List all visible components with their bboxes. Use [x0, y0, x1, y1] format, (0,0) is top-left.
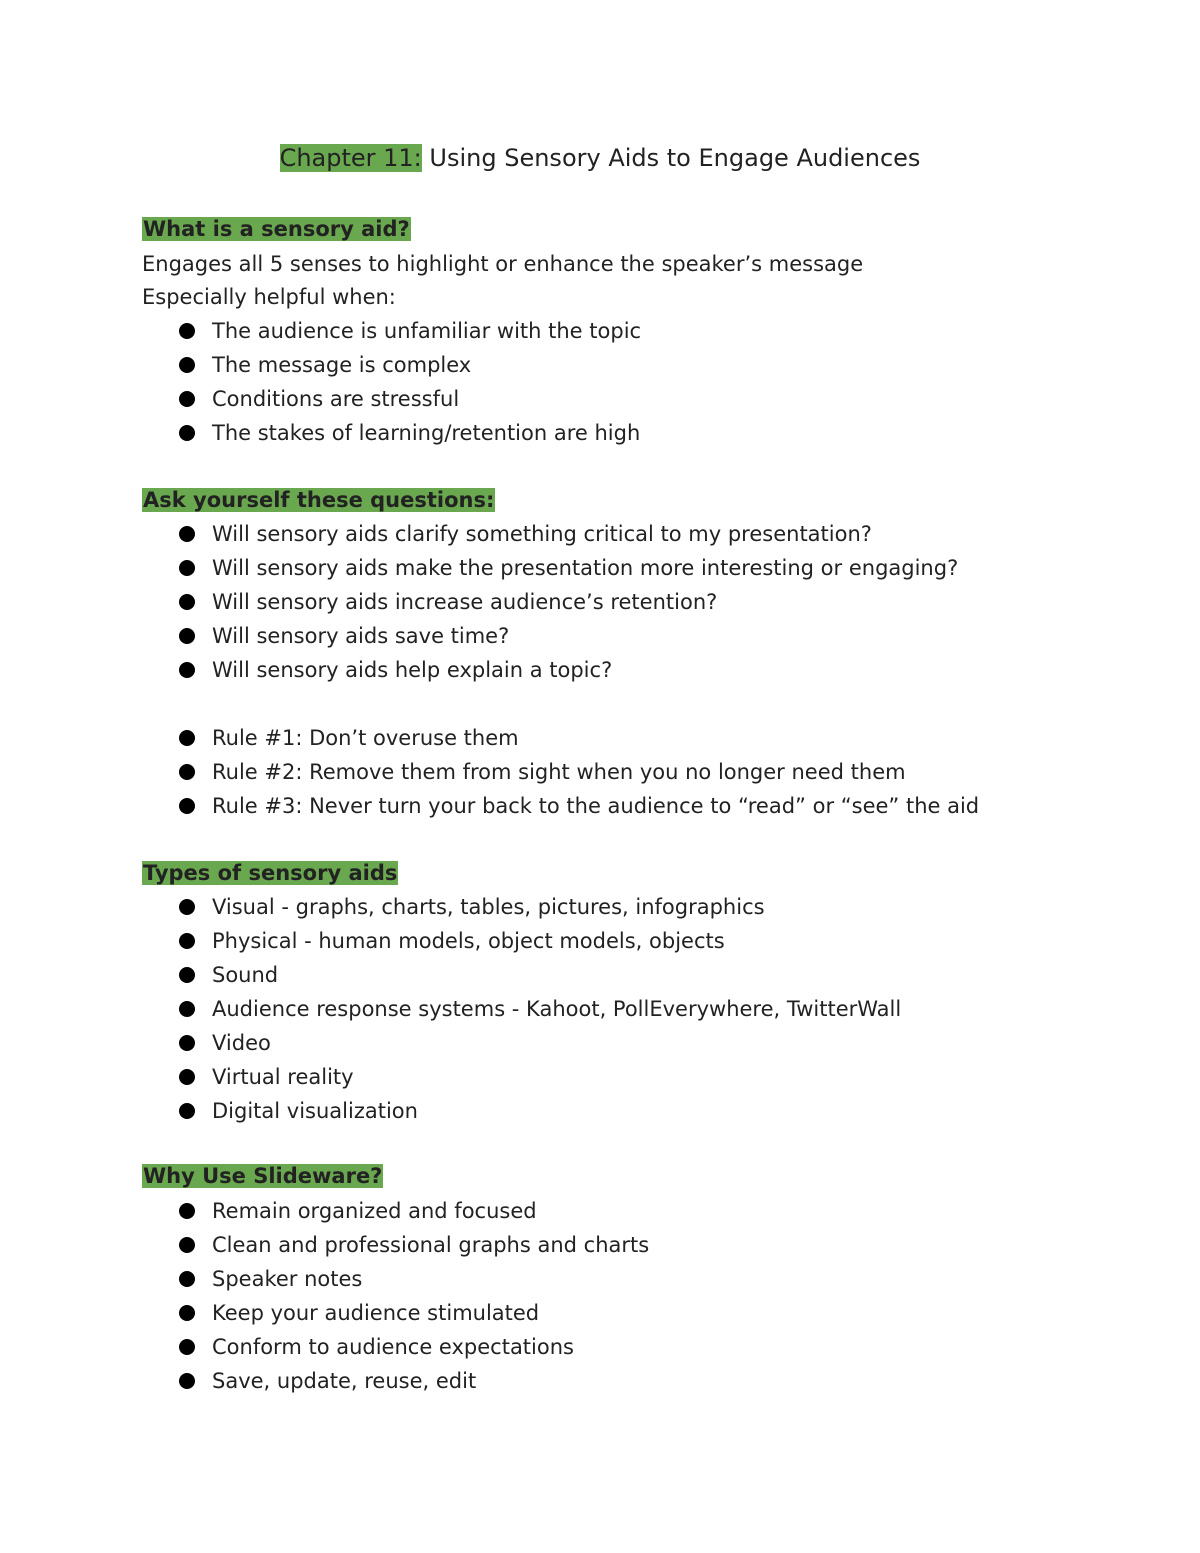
- bullet-icon: [179, 1373, 195, 1389]
- list-item: [0, 1228, 649, 1262]
- bullet-icon: [179, 798, 195, 814]
- bullet-icon: [179, 1339, 195, 1355]
- list-item: [0, 789, 979, 823]
- list-item: [0, 517, 958, 551]
- bullet-icon: [179, 1305, 195, 1321]
- bullet-icon: [179, 899, 195, 915]
- list-item-text: Digital visualization: [212, 1099, 418, 1123]
- list-item-text: Rule #1: Don’t overuse them: [212, 726, 519, 750]
- list-item-text: Clean and professional graphs and charts: [212, 1233, 650, 1257]
- rules-list: [0, 721, 979, 823]
- bullet-icon: [179, 560, 195, 576]
- list-item: [0, 1094, 901, 1128]
- list-item-text: Keep your audience stimulated: [212, 1301, 540, 1325]
- bullet-icon: [179, 391, 195, 407]
- list-item-text: Video: [212, 1031, 271, 1055]
- list-item-text: The stakes of learning/retention are high: [212, 421, 641, 445]
- title-rest: Using Sensory Aids to Engage Audiences: [421, 144, 921, 172]
- section-heading-ask-text: Ask yourself these questions:: [143, 488, 495, 512]
- bullet-icon: [179, 628, 195, 644]
- list-item: [0, 1262, 649, 1296]
- list-item: [0, 958, 901, 992]
- types-list: [0, 890, 901, 1128]
- bullet-icon: [179, 764, 195, 780]
- list-item-text: Rule #3: Never turn your back to the audience to “read” or “see” the aid: [212, 794, 980, 818]
- bullet-icon: [179, 1103, 195, 1119]
- list-item-text: Will sensory aids help explain a topic?: [212, 658, 613, 682]
- list-item-text: Will sensory aids clarify something critical to my presentation?: [212, 522, 872, 546]
- list-item-text: Rule #2: Remove them from sight when you no longer need them: [212, 760, 906, 784]
- bullet-icon: [179, 1271, 195, 1287]
- list-item: [0, 924, 901, 958]
- list-item-text: Speaker notes: [212, 1267, 363, 1291]
- bullet-icon: [179, 967, 195, 983]
- bullet-icon: [179, 662, 195, 678]
- list-item-text: Will sensory aids make the presentation more interesting or engaging?: [212, 556, 959, 580]
- list-item-text: Save, update, reuse, edit: [212, 1369, 477, 1393]
- why-list: [0, 1194, 649, 1398]
- list-item-text: Conform to audience expectations: [212, 1335, 574, 1359]
- bullet-icon: [179, 1001, 195, 1017]
- bullet-icon: [179, 1035, 195, 1051]
- what-line-1: Engages all 5 senses to highlight or enhance the speaker’s message: [142, 252, 864, 276]
- list-item-text: Sound: [212, 963, 279, 987]
- list-item: [0, 992, 901, 1026]
- section-heading-types: [142, 858, 398, 888]
- list-item-text: Will sensory aids save time?: [212, 624, 510, 648]
- list-item: [0, 1060, 901, 1094]
- list-item: [0, 382, 641, 416]
- bullet-icon: [179, 425, 195, 441]
- section-heading-types-text: Types of sensory aids: [143, 861, 398, 885]
- list-item: [0, 585, 958, 619]
- list-item: [0, 348, 641, 382]
- bullet-icon: [179, 1237, 195, 1253]
- what-line-2: Especially helpful when:: [142, 285, 396, 309]
- bullet-icon: [179, 594, 195, 610]
- list-item: [0, 551, 958, 585]
- list-item-text: The audience is unfamiliar with the topic: [212, 319, 642, 343]
- list-item-text: Audience response systems - Kahoot, PollEverywhere, TwitterWall: [212, 997, 902, 1021]
- list-item: [0, 1296, 649, 1330]
- ask-list: [0, 517, 958, 687]
- list-item: [0, 1364, 649, 1398]
- list-item: [0, 1026, 901, 1060]
- list-item-text: Virtual reality: [212, 1065, 354, 1089]
- what-list: [0, 314, 641, 450]
- list-item-text: The message is complex: [212, 353, 472, 377]
- list-item: [0, 619, 958, 653]
- list-item: [0, 721, 979, 755]
- bullet-icon: [179, 526, 195, 542]
- bullet-icon: [179, 1069, 195, 1085]
- list-item: [0, 653, 958, 687]
- list-item-text: Physical - human models, object models, objects: [212, 929, 725, 953]
- section-heading-why-text: Why Use Slideware?: [143, 1164, 383, 1188]
- section-heading-what: [142, 214, 411, 244]
- section-heading-ask: [142, 485, 495, 515]
- list-item-text: Remain organized and focused: [212, 1199, 537, 1223]
- list-item-text: Will sensory aids increase audience’s retention?: [212, 590, 718, 614]
- bullet-icon: [179, 357, 195, 373]
- section-heading-why: [142, 1161, 383, 1191]
- bullet-icon: [179, 323, 195, 339]
- list-item: [0, 416, 641, 450]
- list-item: [0, 1194, 649, 1228]
- bullet-icon: [179, 933, 195, 949]
- list-item: [0, 755, 979, 789]
- list-item: [0, 890, 901, 924]
- list-item: [0, 1330, 649, 1364]
- list-item-text: Visual - graphs, charts, tables, pictures, infographics: [212, 895, 765, 919]
- bullet-icon: [179, 730, 195, 746]
- page-title: [0, 140, 1200, 176]
- section-heading-what-text: What is a sensory aid?: [143, 217, 410, 241]
- list-item: [0, 314, 641, 348]
- title-highlight: Chapter 11:: [279, 144, 422, 172]
- list-item-text: Conditions are stressful: [212, 387, 460, 411]
- bullet-icon: [179, 1203, 195, 1219]
